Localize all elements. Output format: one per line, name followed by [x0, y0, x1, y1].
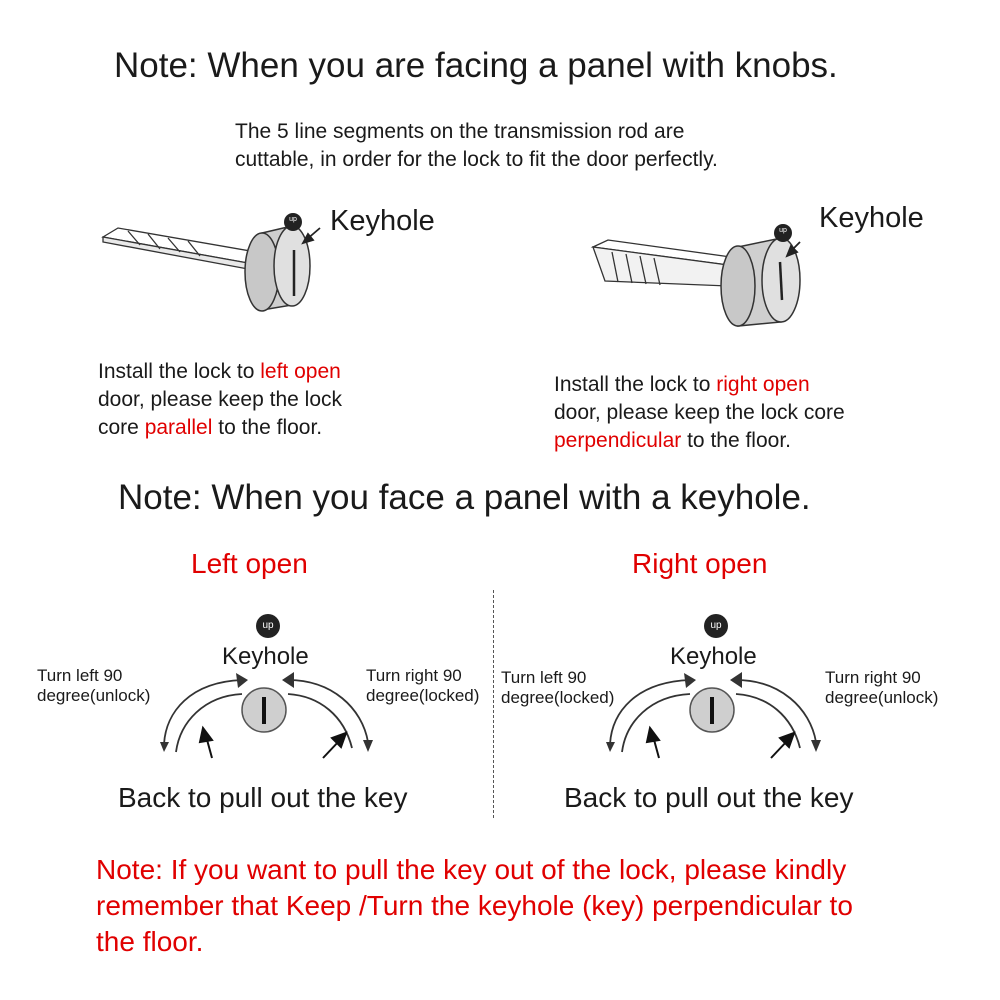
bottom-note-line-3: the floor. — [96, 926, 204, 957]
right-instr-line-1-pre: Install the lock to — [554, 373, 717, 396]
left-instr-highlight-left-open: left open — [260, 360, 341, 383]
left-open-title: Left open — [191, 548, 308, 579]
left-open-turn-right-line-2: degree(locked) — [366, 686, 480, 705]
heading-keyhole: Note: When you face a panel with a keyhole. — [118, 478, 811, 517]
intro-line-2: cuttable, in order for the lock to fit the door perfectly. — [235, 148, 718, 171]
left-open-back-text: Back to pull out the key — [118, 782, 408, 813]
right-open-turn-left-line-1: Turn left 90 — [501, 668, 587, 687]
left-keyhole-label: Keyhole — [330, 205, 435, 237]
right-open-turn-right-text — [825, 668, 938, 708]
heading-knobs: Note: When you are facing a panel with knobs. — [114, 46, 838, 85]
bottom-note-line-1: Note: If you want to pull the key out of the lock, please kindly — [96, 854, 847, 885]
left-open-turn-left-line-1: Turn left 90 — [37, 666, 123, 685]
right-open-up-badge: up — [710, 620, 722, 631]
right-open-title: Right open — [632, 548, 768, 579]
right-open-back-text: Back to pull out the key — [564, 782, 854, 813]
bottom-note — [96, 852, 853, 960]
right-open-turn-right-line-2: degree(unlock) — [825, 688, 939, 707]
right-keyhole-label: Keyhole — [819, 202, 924, 234]
bottom-note-line-2: remember that Keep /Turn the keyhole (key) perpendicular to — [96, 890, 853, 921]
right-instr-line-2: door, please keep the lock core — [554, 401, 845, 424]
left-instr-highlight-parallel: parallel — [144, 416, 213, 439]
left-instr-line-2: door, please keep the lock — [98, 388, 343, 411]
right-open-turn-right-line-1: Turn right 90 — [825, 668, 921, 687]
right-instr-highlight-right-open: right open — [716, 373, 810, 396]
right-open-turn-left-line-2: degree(locked) — [501, 688, 615, 707]
left-instr-line-3-post: to the floor. — [212, 416, 323, 439]
right-lock-up-badge: up — [779, 227, 787, 234]
right-open-turn-left-text — [501, 668, 614, 708]
left-lock-up-badge: up — [289, 216, 297, 223]
right-instr-highlight-perpendicular: perpendicular — [554, 429, 682, 452]
left-open-keyhole-label: Keyhole — [222, 643, 309, 670]
right-instr-line-3-post: to the floor. — [681, 429, 792, 452]
left-open-turn-right-line-1: Turn right 90 — [366, 666, 462, 685]
intro-line-1: The 5 line segments on the transmission rod are — [235, 120, 685, 143]
left-instr-line-1-pre: Install the lock to — [98, 360, 261, 383]
right-open-keyhole-label: Keyhole — [670, 643, 757, 670]
left-open-up-badge: up — [262, 620, 274, 631]
left-instr-line-3-pre: core — [98, 416, 145, 439]
left-open-turn-left-line-2: degree(unlock) — [37, 686, 151, 705]
